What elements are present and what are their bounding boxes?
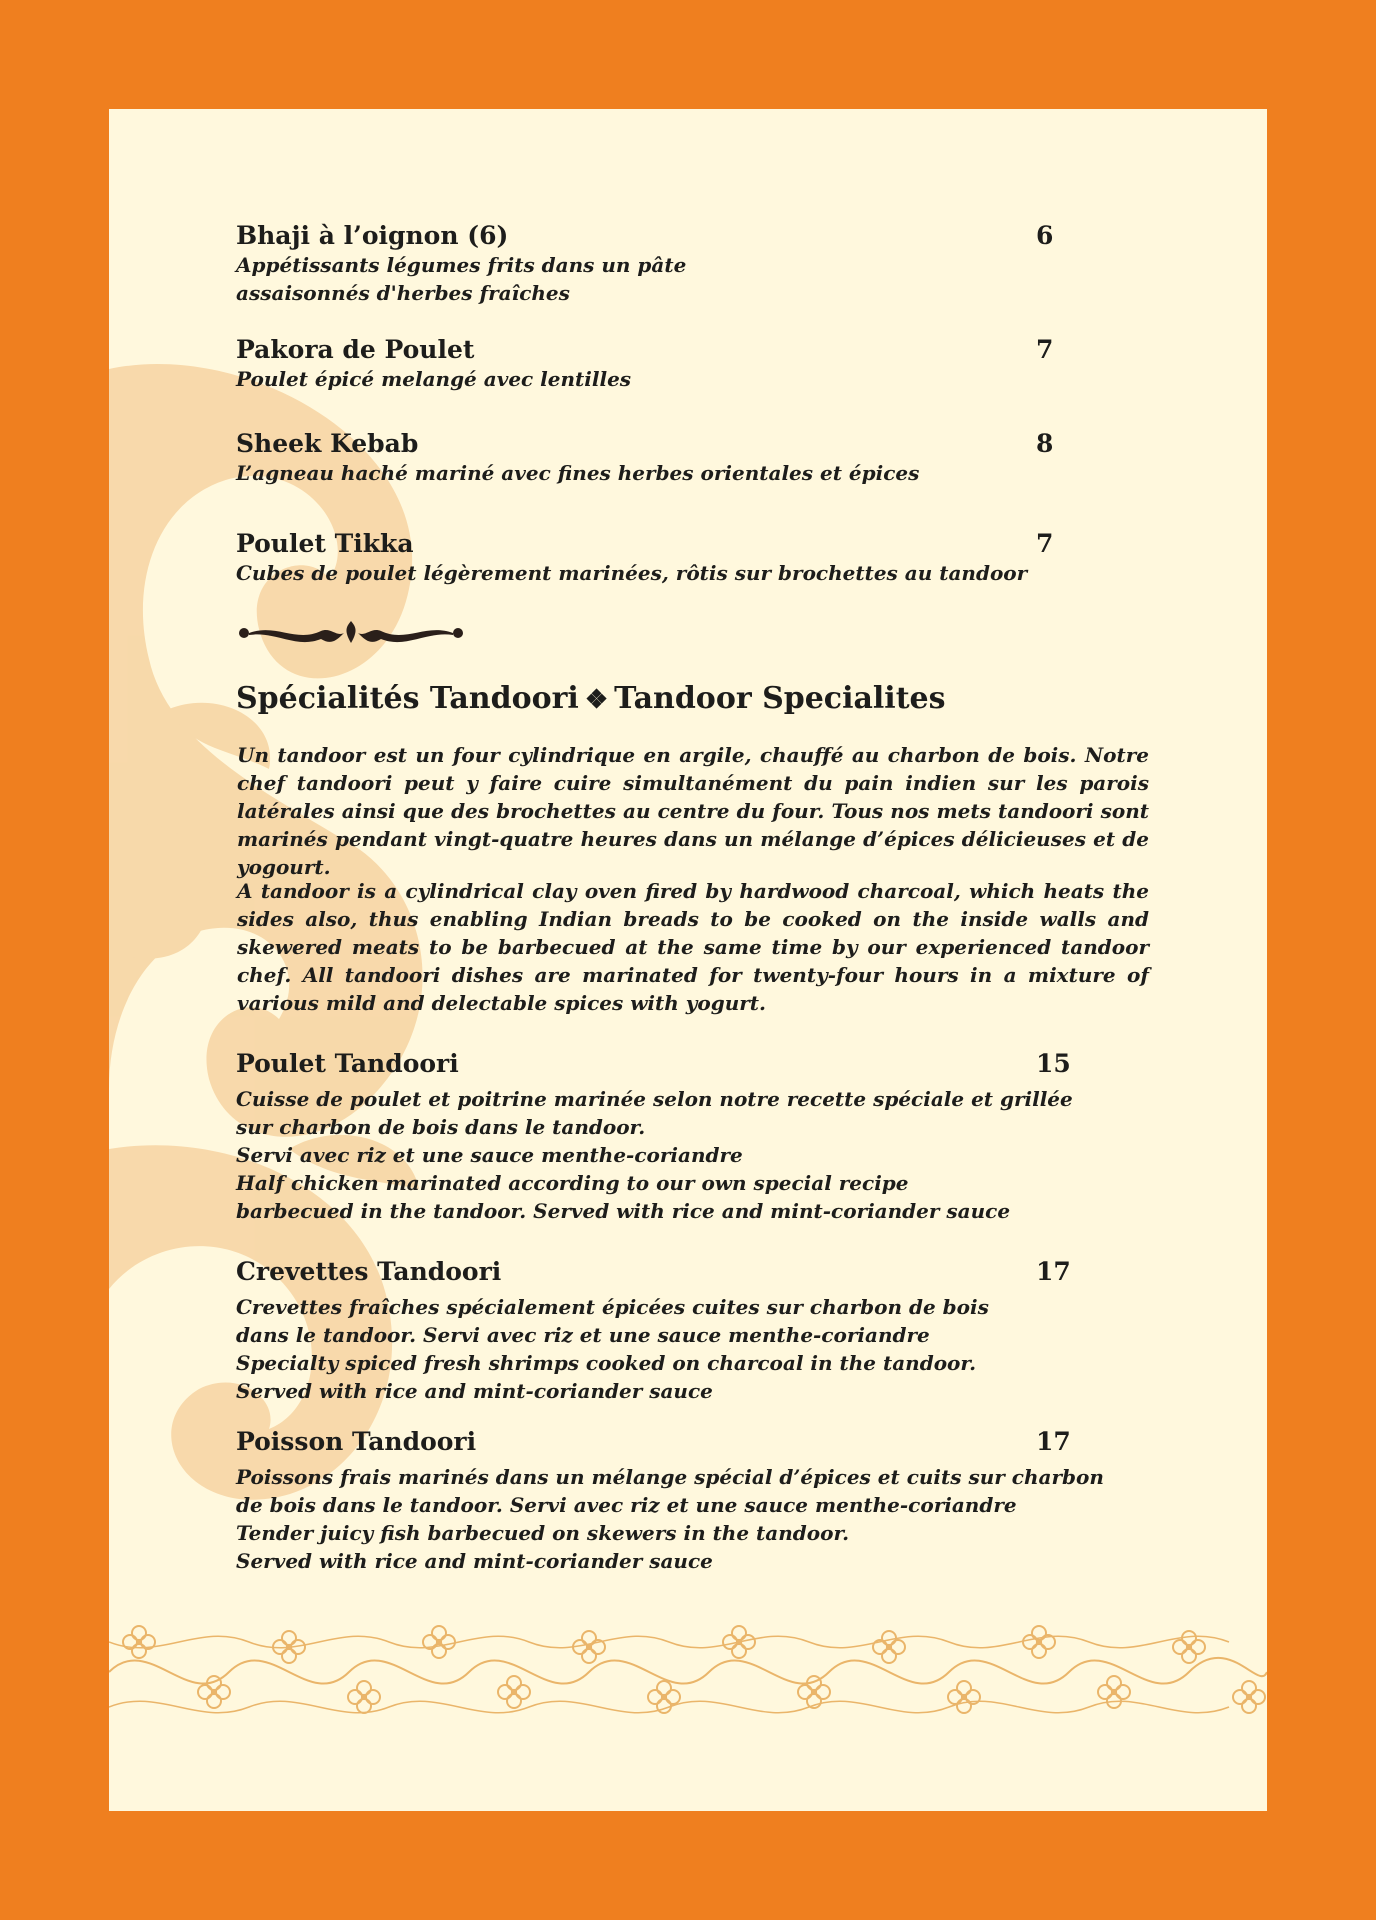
item-price: 8 xyxy=(1036,429,1054,458)
description-line: Poulet épicé melangé avec lentilles xyxy=(236,367,632,391)
menu-item xyxy=(236,1427,1196,1575)
description-line: Cuisse de poulet et poitrine marinée selon notre recette spéciale et grillée xyxy=(236,1087,1073,1111)
description-line: Cubes de poulet légèrement marinées, rôtis sur brochettes au tandoor xyxy=(236,561,1028,585)
section-title xyxy=(236,679,946,720)
floral-border-band xyxy=(109,1612,1267,1727)
menu-item xyxy=(236,429,1196,487)
intro-paragraph-fr: Un tandoor est un four cylindrique en argile, chauffé au charbon de bois. Notre chef tandoori peut y faire cuire simultanément du pain indien sur les parois latérales ainsi que des brochettes au centre du four. Tous nos mets tandoori sont marinés pendant vingt-quatre heures dans un mélange d’épices délicieuses et de yogourt. xyxy=(237,743,1149,879)
menu-item xyxy=(236,529,1196,587)
item-price: 17 xyxy=(1036,1427,1071,1456)
item-description xyxy=(236,251,1196,307)
description-line: Served with rice and mint-coriander sauce xyxy=(236,1379,713,1403)
section-title-en: Tandoor Specialites xyxy=(614,681,946,716)
description-line: assaisonnés d'herbes fraîches xyxy=(236,281,570,305)
item-name: Pakora de Poulet xyxy=(236,335,475,364)
item-price: 6 xyxy=(1036,221,1054,250)
description-line: Specialty spiced fresh shrimps cooked on charcoal in the tandoor. xyxy=(236,1351,977,1375)
item-price: 7 xyxy=(1036,529,1054,558)
item-description xyxy=(236,559,1196,587)
description-line: Poissons frais marinés dans un mélange spécial d’épices et cuits sur charbon xyxy=(236,1465,1104,1489)
description-line: Half chicken marinated according to our own special recipe xyxy=(236,1171,909,1195)
divider-ornament-icon xyxy=(236,619,466,647)
item-price: 17 xyxy=(1036,1257,1071,1286)
item-description xyxy=(236,365,1196,393)
description-line: Servi avec riz et une sauce menthe-coriandre xyxy=(236,1143,743,1167)
description-line: Served with rice and mint-coriander sauce xyxy=(236,1549,713,1573)
item-name: Sheek Kebab xyxy=(236,429,419,458)
description-line: sur charbon de bois dans le tandoor. xyxy=(236,1115,646,1139)
description-line: Tender juicy fish barbecued on skewers in the tandoor. xyxy=(236,1521,850,1545)
description-line: dans le tandoor. Servi avec riz et une sauce menthe-coriandre xyxy=(236,1323,930,1347)
item-price: 15 xyxy=(1036,1049,1071,1078)
menu-item xyxy=(236,335,1196,393)
item-description xyxy=(236,1085,1196,1225)
description-line: Appétissants légumes frits dans un pâte xyxy=(236,253,687,277)
description-line: Crevettes fraîches spécialement épicées cuites sur charbon de bois xyxy=(236,1295,989,1319)
description-line: barbecued in the tandoor. Served with rice and mint-coriander sauce xyxy=(236,1199,1011,1223)
item-description xyxy=(236,1293,1196,1405)
item-name: Poulet Tandoori xyxy=(236,1049,459,1078)
menu-item xyxy=(236,1049,1196,1225)
item-description xyxy=(236,1463,1196,1575)
menu-item xyxy=(236,221,1196,307)
section-title-fr: Spécialités Tandoori xyxy=(236,681,579,716)
item-name: Bhaji à l’oignon (6) xyxy=(236,221,509,250)
item-description xyxy=(236,459,1196,487)
description-line: L’agneau haché mariné avec fines herbes orientales et épices xyxy=(236,461,920,485)
menu-page xyxy=(109,109,1267,1811)
item-name: Poisson Tandoori xyxy=(236,1427,477,1456)
item-name: Crevettes Tandoori xyxy=(236,1257,502,1286)
menu-item xyxy=(236,1257,1196,1405)
description-line: de bois dans le tandoor. Servi avec riz et une sauce menthe-coriandre xyxy=(236,1493,1017,1517)
diamond-separator-icon: ❖ xyxy=(584,685,609,715)
item-name: Poulet Tikka xyxy=(236,529,414,558)
intro-paragraph-en: A tandoor is a cylindrical clay oven fired by hardwood charcoal, which heats the sides also, thus enabling Indian breads to be cooked on the inside walls and skewered meats to be barbecued at the same time by our experienced tandoor chef. All tandoori dishes are marinated for twenty-four hours in a mixture of various mild and delectable spices with yogurt. xyxy=(237,879,1149,1015)
item-price: 7 xyxy=(1036,335,1054,364)
